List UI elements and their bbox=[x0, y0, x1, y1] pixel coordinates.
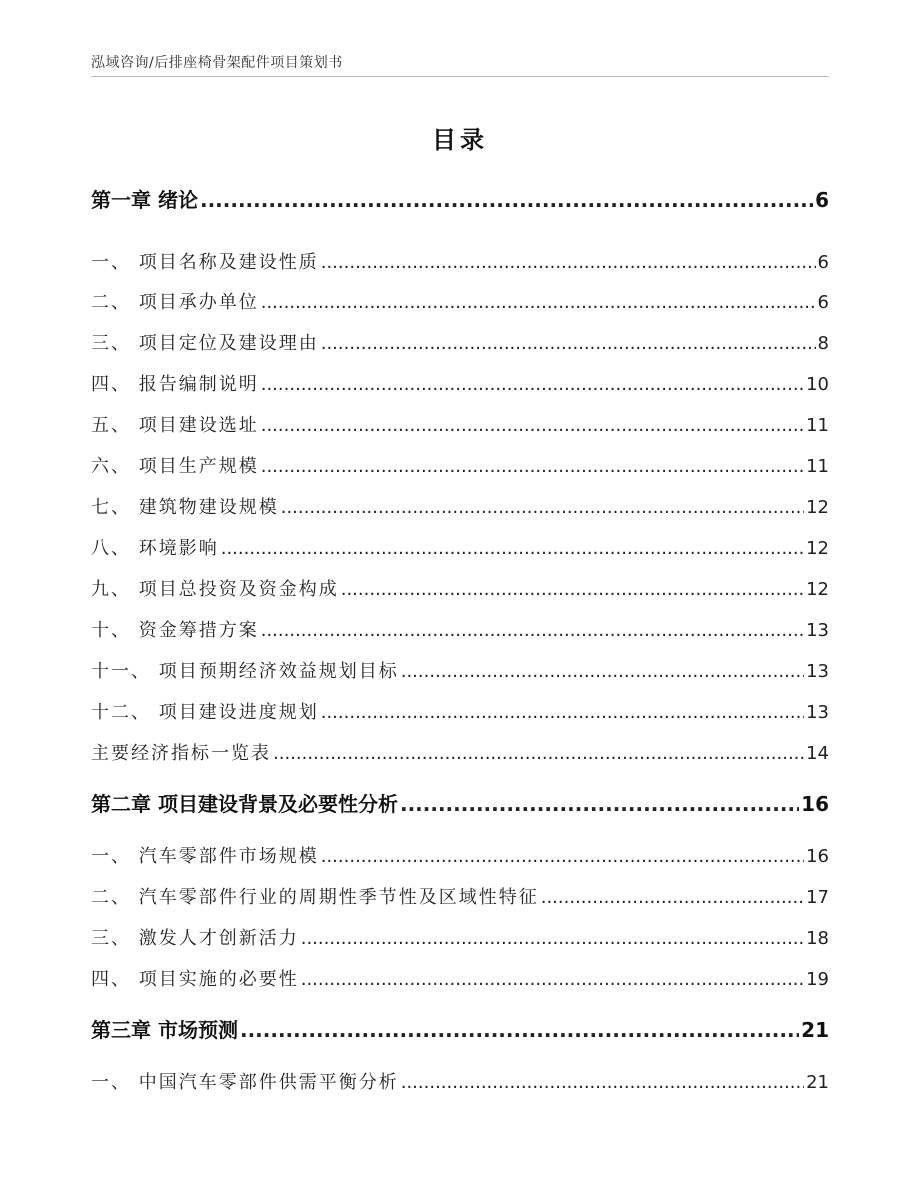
toc-entry[interactable] bbox=[91, 370, 829, 396]
page-title: 目录 bbox=[432, 126, 488, 154]
toc-entry-label: 五、 项目建设选址 bbox=[91, 415, 259, 436]
toc-entry[interactable] bbox=[91, 698, 829, 724]
toc-entry[interactable] bbox=[91, 184, 829, 213]
dot-leader bbox=[261, 292, 816, 313]
toc-page-number: 13 bbox=[806, 702, 829, 723]
toc-entry-label: 一、 汽车零部件市场规模 bbox=[91, 846, 319, 867]
dot-leader bbox=[341, 579, 804, 600]
toc-entry[interactable] bbox=[91, 329, 829, 355]
toc-entry-label: 七、 建筑物建设规模 bbox=[91, 497, 279, 518]
header-divider bbox=[91, 76, 829, 77]
toc-page-number: 6 bbox=[817, 252, 829, 273]
dot-leader bbox=[401, 1072, 804, 1093]
dot-leader bbox=[261, 415, 804, 436]
toc-page-number: 12 bbox=[806, 579, 829, 600]
toc-entry-label: 四、 项目实施的必要性 bbox=[91, 969, 299, 990]
toc-page-number: 17 bbox=[806, 887, 829, 908]
toc-entry[interactable] bbox=[91, 452, 829, 478]
toc-entry-label: 第二章 项目建设背景及必要性分析 bbox=[91, 792, 398, 816]
toc-page-number: 16 bbox=[801, 792, 829, 816]
toc-page-number: 11 bbox=[806, 415, 829, 436]
dot-leader bbox=[321, 846, 804, 867]
toc-entry-label: 六、 项目生产规模 bbox=[91, 456, 259, 477]
toc-entry[interactable] bbox=[91, 924, 829, 950]
toc-page-number: 12 bbox=[806, 538, 829, 559]
toc-entry[interactable] bbox=[91, 842, 829, 868]
running-header: 泓域咨询/后排座椅骨架配件项目策划书 bbox=[91, 55, 343, 71]
dot-leader bbox=[301, 928, 804, 949]
toc-page-number: 19 bbox=[806, 969, 829, 990]
toc-entry[interactable] bbox=[91, 616, 829, 642]
dot-leader bbox=[281, 497, 804, 518]
toc-page-number: 16 bbox=[806, 846, 829, 867]
toc-entry-label: 十二、 项目建设进度规划 bbox=[91, 702, 319, 723]
toc-entry[interactable] bbox=[91, 411, 829, 437]
toc-page-number: 21 bbox=[801, 1018, 829, 1042]
toc-page-number: 8 bbox=[817, 333, 829, 354]
toc-entry-label: 十、 资金筹措方案 bbox=[91, 620, 259, 641]
toc-page-number: 10 bbox=[806, 374, 829, 395]
dot-leader bbox=[273, 743, 804, 764]
dot-leader bbox=[240, 1018, 799, 1042]
toc-entry-label: 一、 项目名称及建设性质 bbox=[91, 252, 319, 273]
dot-leader bbox=[321, 702, 804, 723]
toc-page-number: 21 bbox=[806, 1072, 829, 1093]
dot-leader bbox=[261, 374, 804, 395]
toc-entry[interactable] bbox=[91, 883, 829, 909]
toc-entry-label: 第一章 绪论 bbox=[91, 188, 198, 212]
toc-page-number: 6 bbox=[817, 292, 829, 313]
toc-entry-label: 一、 中国汽车零部件供需平衡分析 bbox=[91, 1072, 399, 1093]
toc-page-number: 18 bbox=[806, 928, 829, 949]
toc-page-number: 12 bbox=[806, 497, 829, 518]
toc-entry-label: 二、 汽车零部件行业的周期性季节性及区域性特征 bbox=[91, 887, 539, 908]
toc-entry[interactable] bbox=[91, 965, 829, 991]
toc-entry[interactable] bbox=[91, 657, 829, 683]
dot-leader bbox=[261, 620, 804, 641]
toc-entry-label: 九、 项目总投资及资金构成 bbox=[91, 579, 339, 600]
toc-entry-label: 十一、 项目预期经济效益规划目标 bbox=[91, 661, 399, 682]
toc-page-number: 6 bbox=[815, 188, 829, 212]
toc-entry-label: 八、 环境影响 bbox=[91, 538, 219, 559]
dot-leader bbox=[221, 538, 804, 559]
toc-entry-label: 二、 项目承办单位 bbox=[91, 292, 259, 313]
toc-entry[interactable] bbox=[91, 575, 829, 601]
dot-leader bbox=[200, 188, 813, 212]
toc-entry-label: 主要经济指标一览表 bbox=[91, 743, 271, 764]
dot-leader bbox=[400, 792, 799, 816]
dot-leader bbox=[261, 456, 804, 477]
toc-entry-label: 三、 激发人才创新活力 bbox=[91, 928, 299, 949]
toc-entry[interactable] bbox=[91, 493, 829, 519]
toc-page-number: 13 bbox=[806, 620, 829, 641]
dot-leader bbox=[321, 333, 816, 354]
toc-entry[interactable] bbox=[91, 1014, 829, 1043]
toc-entry[interactable] bbox=[91, 288, 829, 314]
toc-entry[interactable] bbox=[91, 1068, 829, 1094]
toc-page-number: 14 bbox=[806, 743, 829, 764]
dot-leader bbox=[541, 887, 804, 908]
dot-leader bbox=[301, 969, 804, 990]
dot-leader bbox=[321, 252, 816, 273]
toc-entry[interactable] bbox=[91, 248, 829, 274]
toc-entry[interactable] bbox=[91, 788, 829, 817]
toc-page-number: 13 bbox=[806, 661, 829, 682]
toc-entry[interactable] bbox=[91, 534, 829, 560]
dot-leader bbox=[401, 661, 804, 682]
toc-page-number: 11 bbox=[806, 456, 829, 477]
toc-entry-label: 第三章 市场预测 bbox=[91, 1018, 238, 1042]
toc-entry-label: 三、 项目定位及建设理由 bbox=[91, 333, 319, 354]
toc-entry-label: 四、 报告编制说明 bbox=[91, 374, 259, 395]
toc-entry[interactable] bbox=[91, 739, 829, 765]
